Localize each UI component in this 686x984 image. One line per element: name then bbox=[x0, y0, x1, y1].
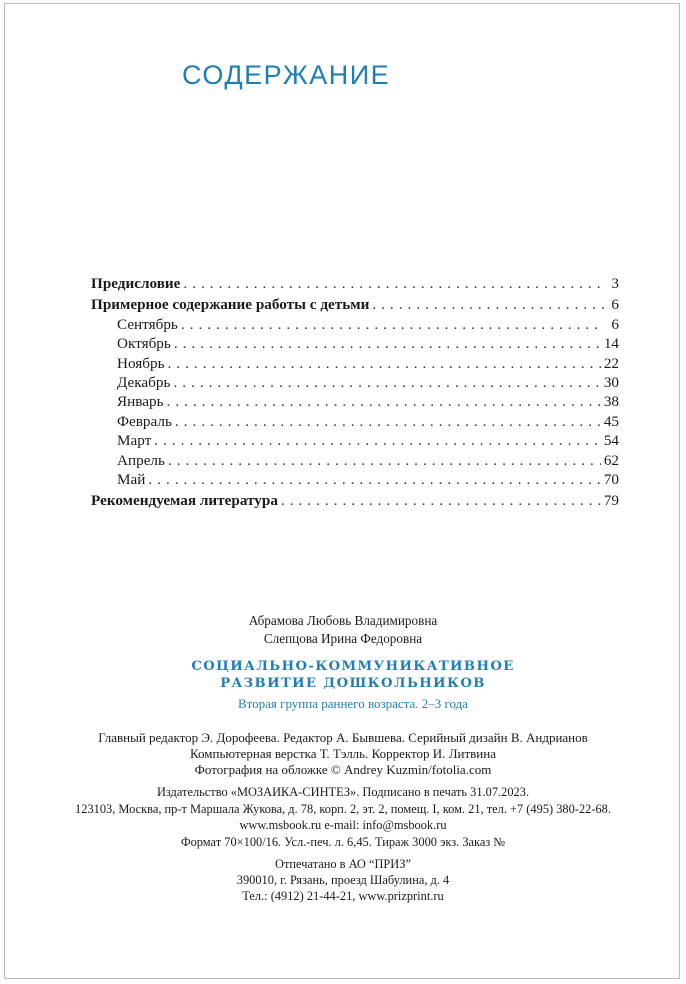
toc-entry-page: 22 bbox=[603, 354, 619, 372]
toc-entry-month[interactable] bbox=[91, 412, 619, 431]
credits-block bbox=[0, 730, 686, 777]
toc-entry-page: 38 bbox=[603, 393, 619, 411]
author-name: Слепцова Ирина Федоровна bbox=[263, 630, 423, 646]
toc-entry-label: Май bbox=[117, 470, 146, 488]
toc-entry-label: Апрель bbox=[117, 451, 165, 469]
toc-entry-month[interactable] bbox=[91, 334, 619, 353]
printer-block bbox=[0, 856, 686, 905]
table-of-contents bbox=[91, 274, 619, 511]
toc-entry-month[interactable] bbox=[91, 431, 619, 450]
toc-entry-label: Октябрь bbox=[117, 335, 171, 353]
publisher-line: 123103, Москва, пр-т Маршала Жукова, д. 78, корп. 2, эт. 2, помещ. I, ком. 21, тел. +7 (495) 380-22-68. bbox=[75, 801, 611, 816]
toc-leader-dots bbox=[183, 274, 604, 293]
toc-entry-page: 6 bbox=[611, 315, 619, 333]
toc-entry-label: Предисловие bbox=[91, 275, 181, 292]
toc-entry-label: Январь bbox=[117, 393, 164, 411]
toc-leader-dots bbox=[148, 470, 600, 489]
printer-line: Отпечатано в АО “ПРИЗ” bbox=[275, 857, 411, 871]
printer-line: 390010, г. Рязань, проезд Шабулина, д. 4 bbox=[236, 873, 450, 888]
toc-entry-preface[interactable] bbox=[91, 274, 619, 293]
toc-entry-month[interactable] bbox=[91, 373, 619, 392]
toc-entry-month[interactable] bbox=[91, 392, 619, 411]
toc-leader-dots bbox=[174, 334, 601, 353]
toc-entry-page: 30 bbox=[603, 373, 619, 391]
toc-entry-label: Февраль bbox=[117, 412, 172, 430]
toc-leader-dots bbox=[168, 451, 601, 470]
toc-entry-label: Сентябрь bbox=[117, 315, 178, 333]
toc-leader-dots bbox=[181, 315, 604, 334]
book-title-line: РАЗВИТИЕ ДОШКОЛЬНИКОВ bbox=[220, 676, 486, 692]
toc-entry-page: 45 bbox=[603, 412, 619, 430]
toc-entry-label: Рекомендуемая литература bbox=[91, 492, 278, 510]
toc-entry-page: 70 bbox=[603, 470, 619, 488]
toc-entry-month[interactable] bbox=[91, 451, 619, 470]
toc-entry-label: Ноябрь bbox=[117, 354, 165, 372]
toc-leader-dots bbox=[154, 431, 601, 450]
toc-leader-dots bbox=[173, 373, 600, 392]
toc-entry-page: 3 bbox=[611, 275, 619, 292]
printer-line: Тел.: (4912) 21-44-21, www.prizprint.ru bbox=[242, 889, 444, 904]
toc-entry-month[interactable] bbox=[91, 470, 619, 489]
toc-heading: СОДЕРЖАНИЕ bbox=[182, 60, 391, 90]
toc-leader-dots bbox=[167, 392, 601, 411]
publisher-line: www.msbook.ru e-mail: info@msbook.ru bbox=[239, 818, 447, 833]
toc-entry-literature[interactable] bbox=[91, 491, 619, 510]
toc-leader-dots bbox=[281, 491, 601, 510]
toc-entry-label: Март bbox=[117, 432, 152, 450]
toc-entry-month[interactable] bbox=[91, 354, 619, 373]
toc-entry-page: 6 bbox=[611, 296, 619, 314]
toc-entry-page: 62 bbox=[603, 451, 619, 469]
toc-entry-page: 14 bbox=[603, 335, 619, 353]
publisher-block bbox=[0, 784, 686, 850]
credits-line: Компьютерная верстка Т. Тэлль. Корректор И. Литвина bbox=[190, 745, 496, 761]
publisher-line: Издательство «МОЗАИКА-СИНТЕЗ». Подписано в печать 31.07.2023. bbox=[156, 785, 530, 799]
credits-line: Главный редактор Э. Дорофеева. Редактор А. Бывшева. Серийный дизайн В. Андрианов bbox=[98, 730, 588, 745]
toc-leader-dots bbox=[372, 295, 604, 314]
toc-entry-label: Примерное содержание работы с детьми bbox=[91, 296, 370, 314]
book-title-line: СОЦИАЛЬНО-КОММУНИКАТИВНОЕ bbox=[191, 659, 515, 674]
toc-leader-dots bbox=[175, 412, 601, 431]
toc-entry-month[interactable] bbox=[91, 315, 619, 334]
author-name: Абрамова Любовь Владимировна bbox=[248, 613, 438, 628]
book-subtitle: Вторая группа раннего возраста. 2–3 года bbox=[237, 696, 469, 711]
book-title bbox=[0, 658, 686, 692]
toc-entry-page: 54 bbox=[603, 432, 619, 450]
toc-entry-sample-content[interactable] bbox=[91, 295, 619, 314]
toc-leader-dots bbox=[168, 354, 601, 373]
credits-line: Фотография на обложке © Andrey Kuzmin/fotolia.com bbox=[194, 761, 492, 777]
authors-block bbox=[0, 612, 686, 647]
toc-entry-page: 79 bbox=[603, 492, 619, 510]
publisher-line: Формат 70×100/16. Усл.-печ. л. 6,45. Тираж 3000 экз. Заказ № bbox=[180, 834, 506, 849]
toc-entry-label: Декабрь bbox=[117, 373, 171, 391]
